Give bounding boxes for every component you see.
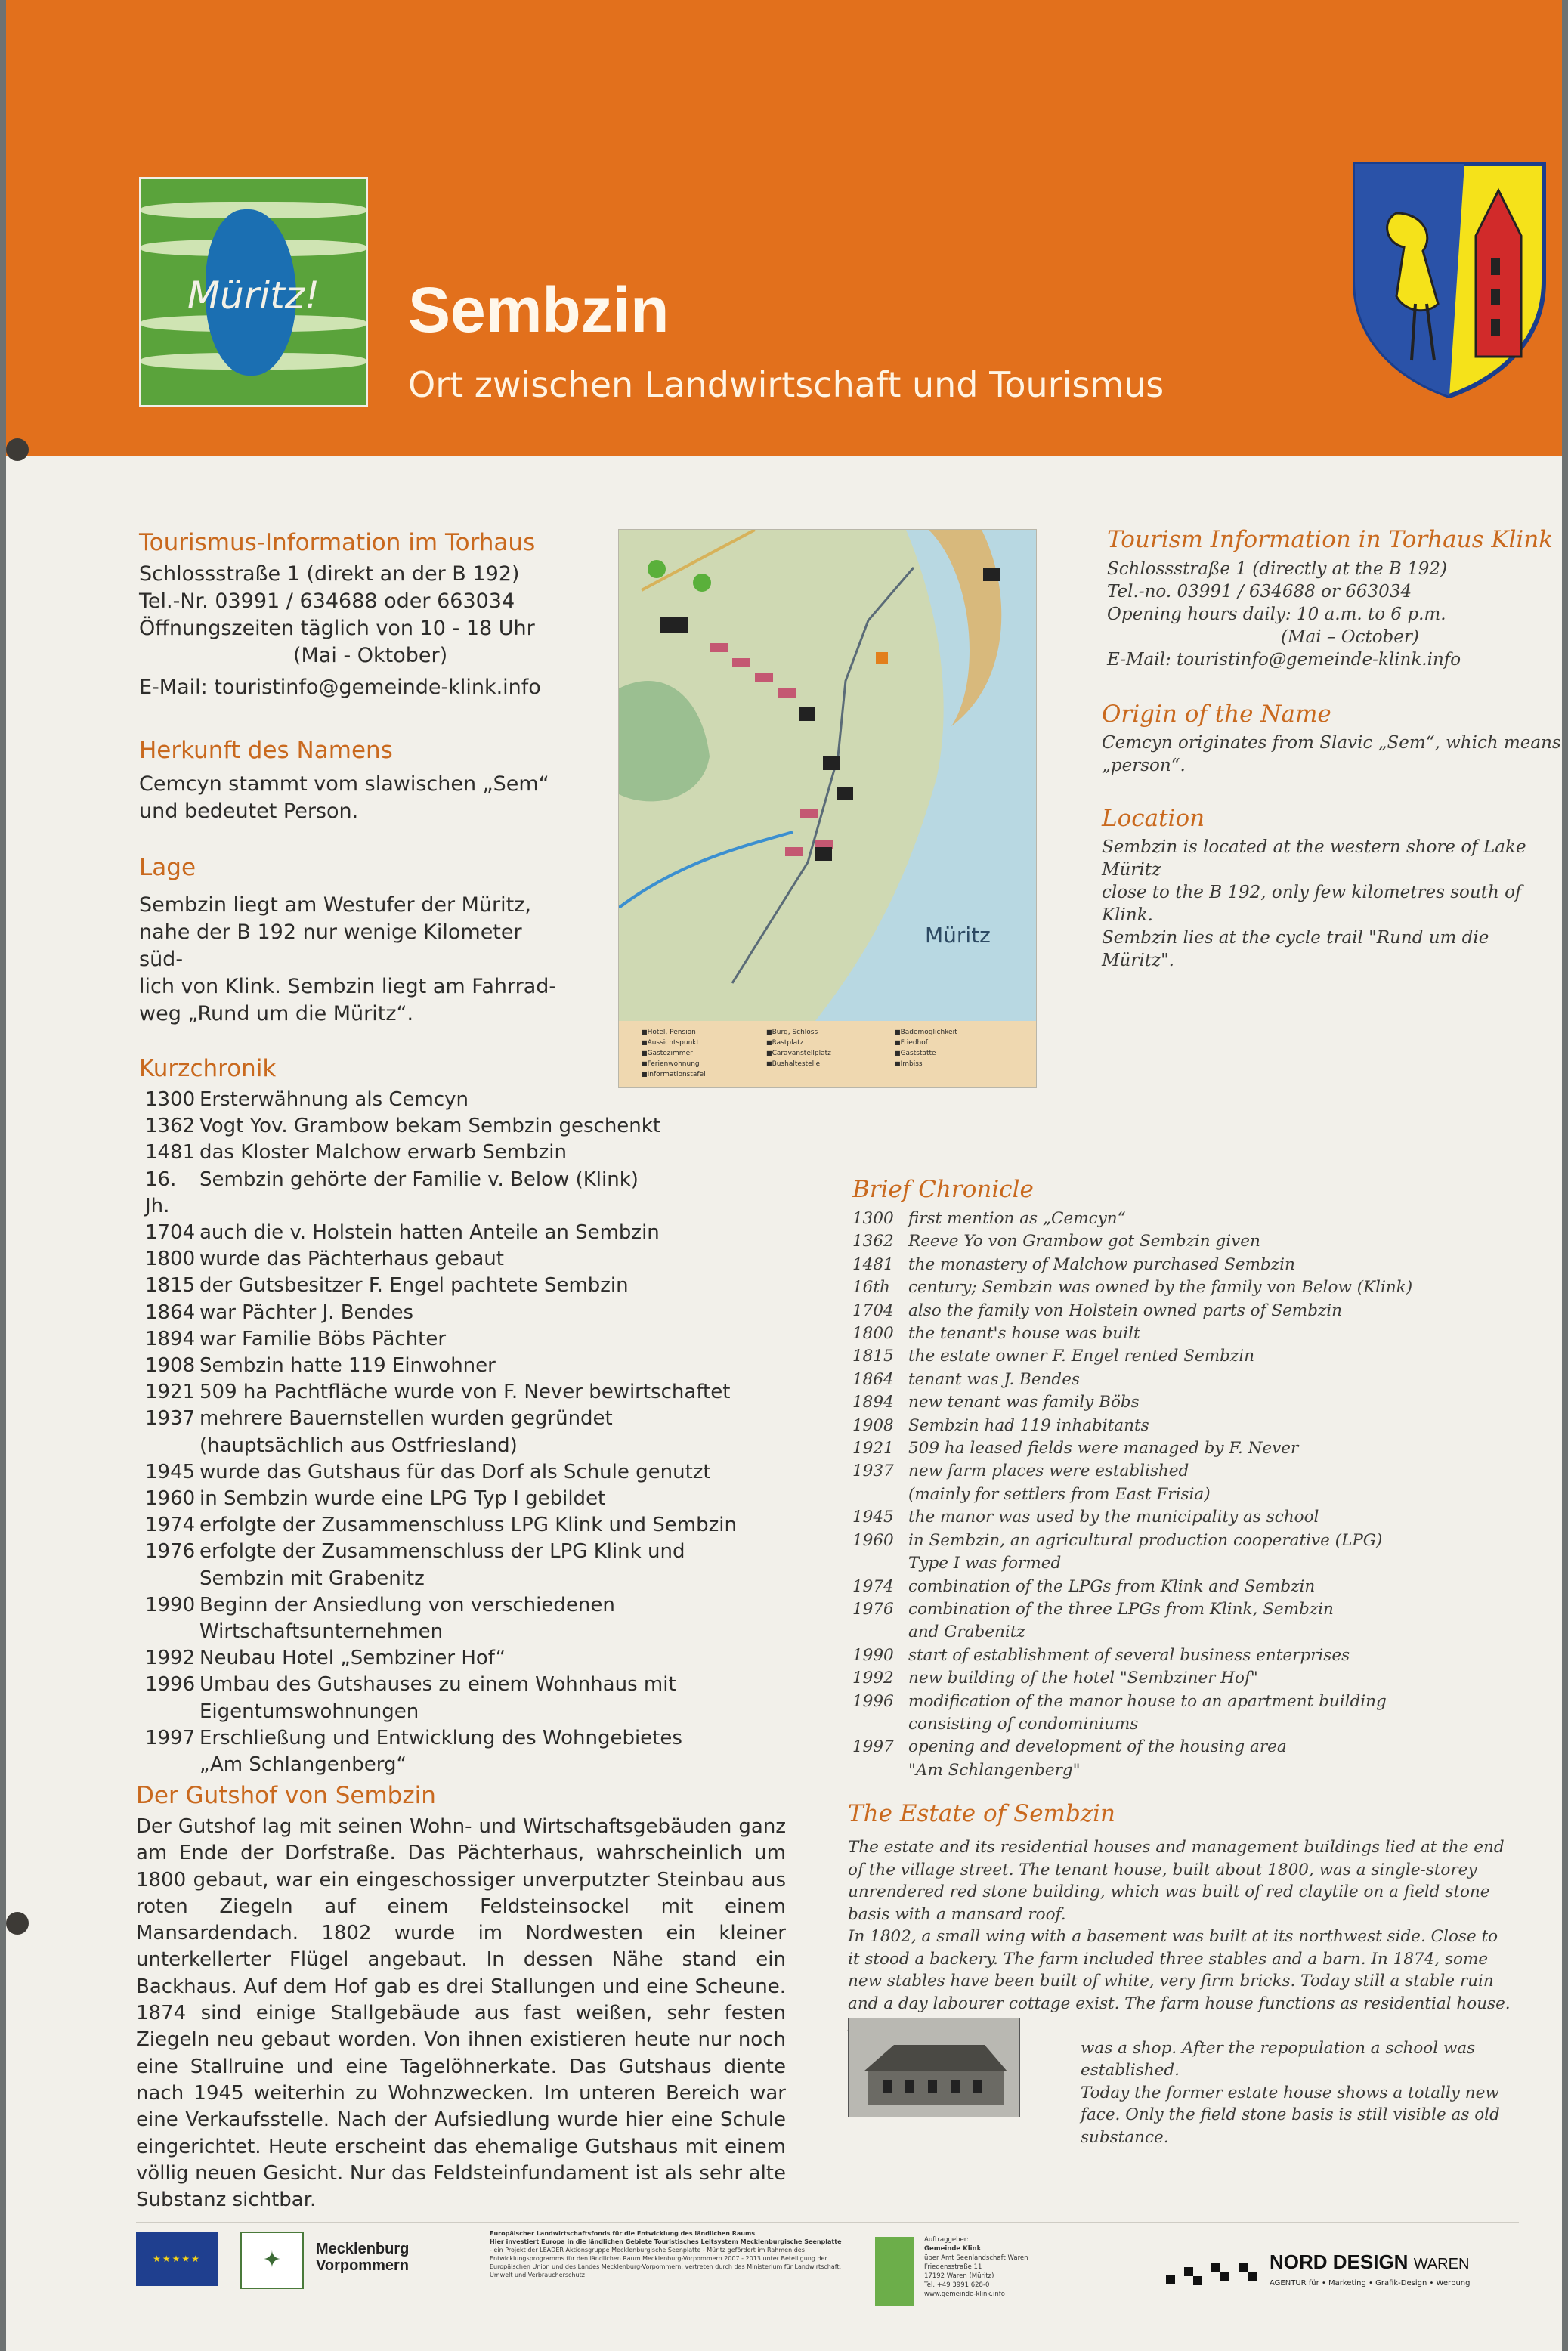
chronicle-entry [145, 1592, 737, 1619]
chronicle-year: 1990 [852, 1645, 894, 1665]
chronicle-text: der Gutsbesitzer F. Engel pachtete Sembzin [199, 1274, 629, 1298]
chronicle-entry [852, 1691, 1412, 1713]
chronicle-entry [852, 1437, 1412, 1460]
chronicle-entry [145, 1113, 737, 1140]
chronicle-text: combination of the three LPGs from Klink, Sembzin [908, 1599, 1334, 1619]
chronicle-year: 1894 [145, 1327, 196, 1350]
name-de-text: Cemcyn stammt vom slawischen „Sem“ und bedeutet Person. [139, 772, 549, 823]
chronicle-text: (hauptsächlich aus Ostfriesland) [199, 1434, 518, 1457]
chronicle-text: war Familie Böbs Pächter [199, 1327, 447, 1350]
chronicle-year: 1300 [852, 1209, 894, 1228]
chronicle-year [852, 1621, 908, 1644]
chronicle-entry [145, 1512, 737, 1539]
chronicle-entry [145, 1220, 737, 1246]
chronicle-entry [852, 1460, 1412, 1483]
chronicle-text: Type I was formed [908, 1554, 1062, 1573]
chronicle-entry [852, 1667, 1412, 1690]
chronicle-text: Reeve Yo von Grambow got Sembzin given [908, 1232, 1260, 1251]
chronicle-year: 1800 [852, 1324, 894, 1344]
footer-divider [136, 2222, 1519, 2223]
page-title: Sembzin [408, 274, 670, 345]
chronicle-year: 1362 [145, 1115, 196, 1138]
chronik-de-heading: Kurzchronik [139, 1055, 277, 1082]
chronicle-text: consisting of condominiums [908, 1714, 1139, 1734]
chronicle-entry [852, 1598, 1412, 1621]
estate-en-heading: The Estate of Sembzin [848, 1800, 1116, 1827]
chronicle-entry [852, 1530, 1412, 1552]
chronicle-text: new building of the hotel "Sembziner Hof" [908, 1669, 1258, 1688]
chronicle-text: the manor was used by the municipality as school [908, 1508, 1319, 1527]
chronicle-text: Sembzin gehörte der Familie v. Below (Klink) [199, 1168, 639, 1191]
chronicle-text: Ersterwähnung als Cemcyn [199, 1088, 469, 1111]
chronicle-year: 1960 [852, 1530, 894, 1550]
tourism-de-text: Schlossstraße 1 (direkt an der B 192) Tel.-Nr. 03991 / 634688 oder 663034 Öffnungszeiten täglich von 10 - 18 Uhr (Mai - Oktober) E-Mail: touristinfo@gemeinde-klink.info [139, 562, 541, 699]
gutshof-de-text: Der Gutshof lag mit seinen Wohn- und Wirtschaftsgebäuden ganz am Ende der Dorfstraße. Das Pächterhaus, wahrscheinlich um 1800 gebaut, war ein eingeschossiger unverputzter Steinbau aus roten Ziegeln auf einem Feldsteinsockel mit einem Mansardendach. 1802 wurde im Nordwesten ein kleiner unterkellerter Flügel angebaut. In dessen Nähe stand ein Backhaus. Auf dem Hof gab es drei Stallungen und eine Scheune. 1874 sind einige Stallgebäude aus fast weißen, sehr festen Ziegeln neu gebaut worden. Von ihnen existieren heute nur noch eine Stallruine und eine Tagelöhnerkate. Das Gutshaus diente nach 1945 weiterhin zu Wohnzwecken. Im unteren Bereich war eine Verkaufsstelle. Nach der Aufsiedlung wurde hier eine Schule eingerichtet. Heute erscheint das ehemalige Gutshaus mit einem völlig neuen Gesicht. Nur das Feldsteinfundament ist als sehr alte Substanz sichtbar. [136, 1815, 786, 2212]
chronicle-entry [852, 1415, 1412, 1437]
chronicle-year: 1996 [145, 1673, 196, 1697]
sign-board [6, 0, 1562, 2351]
chronicle-year [145, 1433, 199, 1459]
chronicle-year: 1481 [852, 1254, 894, 1274]
chronicle-entry [852, 1736, 1412, 1759]
name-en-heading: Origin of the Name [1102, 701, 1331, 728]
chronicle-year [852, 1483, 908, 1506]
page-subtitle: Ort zwischen Landwirtschaft und Tourismus [408, 364, 1164, 405]
chronicle-entry [145, 1699, 737, 1725]
chronicle-entry [145, 1539, 737, 1565]
chronicle-entry [852, 1369, 1412, 1391]
chronicle-year [145, 1699, 199, 1725]
chronicle-year: 16. Jh. [145, 1168, 177, 1217]
chronicle-year: 1976 [852, 1599, 894, 1619]
chronicle-entry [852, 1483, 1412, 1506]
manor-house-photo [848, 2018, 1020, 2117]
chronicle-entry [852, 1391, 1412, 1414]
nord-design-logo: NORD DESIGN WAREN [1270, 2250, 1470, 2273]
chronicle-text: erfolgte der Zusammenschluss der LPG Klink und [199, 1540, 685, 1564]
chronicle-entry [145, 1273, 737, 1299]
chronicle-entry [852, 1300, 1412, 1322]
name-de-heading: Herkunft des Namens [139, 737, 393, 764]
chronicle-text: Sembzin mit Grabenitz [199, 1567, 425, 1590]
chronicle-text: also the family von Holstein owned parts of Sembzin [908, 1301, 1343, 1320]
chronicle-entry [852, 1621, 1412, 1644]
village-map [618, 529, 1037, 1088]
chronicle-year [852, 1552, 908, 1575]
chronicle-text: Sembzin had 119 inhabitants [908, 1415, 1149, 1435]
chronicle-year: 1908 [852, 1415, 894, 1435]
location-en-text: Sembzin is located at the western shore of Lake Müritz close to the B 192, only few kilometres south of Klink. Sembzin lies at the cycle trail "Rund um die Müritz". [1102, 837, 1526, 970]
eu-flag-icon: ★★★★★ [136, 2232, 218, 2286]
chronicle-year: 1908 [145, 1354, 196, 1378]
chronicle-text: the estate owner F. Engel rented Sembzin [908, 1347, 1254, 1366]
map-legend [619, 1021, 1036, 1087]
chronicle-entry [145, 1486, 737, 1512]
chronicle-year: 1481 [145, 1141, 196, 1165]
legend-column: ■ Bademöglichkeit ■ Friedhof ■ Gaststätte ■ Imbiss [895, 1027, 957, 1069]
tourism-en-text: Schlossstraße 1 (directly at the B 192) Tel.-no. 03991 / 634688 or 663034 Opening hours daily: 10 a.m. to 6 p.m. (Mai – October) E-Mail: touristinfo@gemeinde-klink.info [1107, 559, 1461, 670]
chronicle-text: Sembzin hatte 119 Einwohner [199, 1354, 496, 1378]
chronicle-en-list [852, 1208, 1412, 1782]
chronicle-text: wurde das Gutshaus für das Dorf als Schule genutzt [199, 1460, 711, 1483]
chronicle-entry [852, 1644, 1412, 1667]
chronicle-year: 1990 [145, 1593, 196, 1616]
chronicle-text: the tenant's house was built [908, 1324, 1140, 1344]
chronicle-text: the monastery of Malchow purchased Sembzin [908, 1254, 1295, 1274]
chronicle-entry [145, 1459, 737, 1486]
chronicle-year: 1997 [145, 1726, 196, 1749]
lage-de-heading: Lage [139, 854, 196, 881]
gutshof-de-heading: Der Gutshof von Sembzin [136, 1782, 436, 1809]
logo-text: Müritz! [187, 274, 320, 317]
chronicle-year: 1992 [145, 1647, 196, 1670]
chronicle-text: 509 ha leased fields were managed by F. Never [908, 1439, 1299, 1459]
chronicle-text: in Sembzin, an agricultural production cooperative (LPG) [908, 1530, 1383, 1550]
chronicle-year: 1937 [145, 1407, 196, 1431]
chronicle-year: 1704 [852, 1301, 894, 1320]
chronicle-year: 1974 [145, 1514, 196, 1537]
chronicle-entry [852, 1345, 1412, 1368]
chronicle-entry [145, 1087, 737, 1113]
chronicle-entry [145, 1140, 737, 1166]
coat-of-arms-icon [1351, 160, 1548, 398]
chronicle-year [852, 1759, 908, 1782]
estate-en-text: The estate and its residential houses and management buildings lied at the end of the village street. The tenant house, built about 1800, was a single-storey unrendered red stone building, which was built of red claytile on a field stone basis with a mansard roof. In 1802, a small wing with a basement was built at its northwest side. Close to it stood a backery. The farm included three stables and a barn. In 1874, some new stables have been built of white, very firm bricks. Today still a stable ruin and a day labourer cottage exist. The farm house functions as residential house. was a shop. After the repopulation a school was established. Today the former estate house shows a totally new face. Only the field stone basis is still visible as old substance. [848, 1838, 1511, 2147]
chronicle-text: das Kloster Malchow erwarb Sembzin [199, 1141, 567, 1165]
nord-design-tagline: AGENTUR für • Marketing • Grafik-Design • Werbung [1270, 2279, 1471, 2288]
chronicle-text: mehrere Bauernstellen wurden gegründet [199, 1407, 613, 1431]
chronicle-entry [852, 1506, 1412, 1529]
chronicle-year: 1992 [852, 1669, 894, 1688]
chronicle-entry [145, 1353, 737, 1379]
chronicle-entry [852, 1208, 1412, 1230]
chronicle-year: 1997 [852, 1737, 894, 1757]
chronicle-text: erfolgte der Zusammenschluss LPG Klink und Sembzin [199, 1514, 737, 1537]
chronicle-text: Vogt Yov. Grambow bekam Sembzin geschenkt [199, 1115, 661, 1138]
tourism-de-heading: Tourismus-Information im Torhaus [139, 529, 536, 556]
chronicle-entry [852, 1759, 1412, 1782]
funding-notice: Europäischer Landwirtschaftsfonds für die Entwicklung des ländlichen Raums Hier investiert Europa in die ländlichen Gebiete Touristisches Leitsystem Mecklenburgische Seenplatte - ein Projekt der LEADER Aktionsgruppe Mecklenburgische Seenplatte - Müritz gefördert im Rahmen des Entwicklungsprogramms für den ländlichen Raum Mecklenburg-Vorpommern 2007 - 2013 unter Beteiligung der Europäischen Union und des Landes Mecklenburg-Vorpommern, vertreten durch das Ministerium für Landwirtschaft, Umwelt und Verbraucherschutz [490, 2230, 842, 2278]
chronicle-year: 1974 [852, 1576, 894, 1596]
chronicle-text: Beginn der Ansiedlung von verschiedenen [199, 1593, 615, 1616]
chronicle-text: new farm places were established [908, 1462, 1189, 1481]
klink-logo-icon [875, 2237, 914, 2306]
chronicle-year: 1996 [852, 1691, 894, 1711]
lake-label: Müritz [925, 923, 991, 948]
chronicle-entry [852, 1576, 1412, 1598]
chronicle-text: Erschließung und Entwicklung des Wohngebietes [199, 1726, 682, 1749]
chronicle-year [145, 1752, 199, 1778]
chronicle-text: tenant was J. Bendes [908, 1369, 1080, 1389]
chronicle-year: 16th [852, 1278, 890, 1298]
chronicle-text: in Sembzin wurde eine LPG Typ I gebildet [199, 1487, 606, 1511]
mecklenburg-vorpommern-logo: Mecklenburg Vorpommern [316, 2241, 410, 2274]
chronicle-en-heading: Brief Chronicle [852, 1176, 1034, 1203]
chronicle-text: first mention as „Cemcyn“ [908, 1209, 1126, 1228]
chronicle-year [852, 1713, 908, 1736]
chronicle-year: 1864 [852, 1369, 894, 1389]
chronicle-entry [145, 1566, 737, 1592]
chronicle-entry [145, 1406, 737, 1432]
screw-icon [6, 1912, 29, 1935]
chronicle-year: 1894 [852, 1393, 894, 1412]
chronicle-year: 1800 [145, 1248, 196, 1271]
leader-logo-icon: ✦ [240, 2232, 304, 2289]
chronicle-year: 1815 [852, 1347, 894, 1366]
chronicle-year [145, 1619, 199, 1645]
chronicle-text: opening and development of the housing area [908, 1737, 1287, 1757]
chronicle-year: 1937 [852, 1462, 894, 1481]
chronicle-text: (mainly for settlers from East Frisia) [908, 1484, 1211, 1504]
chronicle-entry [852, 1322, 1412, 1345]
location-en-heading: Location [1102, 805, 1205, 832]
tourism-en-heading: Tourism Information in Torhaus Klink [1107, 526, 1554, 553]
chronicle-text: war Pächter J. Bendes [199, 1301, 414, 1324]
chronicle-entry [852, 1254, 1412, 1276]
chronicle-text: "Am Schlangenberg" [908, 1760, 1081, 1780]
lage-de-text: Sembzin liegt am Westufer der Müritz, nahe der B 192 nur wenige Kilometer süd- lich von Klink. Sembzin liegt am Fahrrad- weg „Rund um die Müritz“. [139, 893, 557, 1025]
chronicle-entry [145, 1433, 737, 1459]
chronicle-entry [145, 1246, 737, 1273]
chronicle-entry [145, 1379, 737, 1406]
chronicle-text: and Grabenitz [908, 1622, 1025, 1642]
chronicle-text: combination of the LPGs from Klink and Sembzin [908, 1576, 1316, 1596]
chronicle-text: wurde das Pächterhaus gebaut [199, 1248, 504, 1271]
chronicle-text: Eigentumswohnungen [199, 1700, 419, 1723]
chronicle-year: 1704 [145, 1221, 196, 1245]
chronicle-year: 1864 [145, 1301, 196, 1324]
chronicle-entry [145, 1752, 737, 1778]
chronicle-entry [145, 1725, 737, 1752]
chronik-de-list [145, 1087, 737, 1778]
chronicle-text: start of establishment of several business enterprises [908, 1645, 1350, 1665]
chronicle-text: new tenant was family Böbs [908, 1393, 1140, 1412]
chronicle-entry [852, 1552, 1412, 1575]
legend-column: ■ Burg, Schloss ■ Rastplatz ■ Caravanstellplatz ■ Bushaltestelle [766, 1027, 831, 1069]
chronicle-entry [145, 1645, 737, 1672]
chronicle-year: 1815 [145, 1274, 196, 1298]
chronicle-entry [145, 1672, 737, 1698]
chronicle-entry [852, 1713, 1412, 1736]
chronicle-year: 1921 [145, 1381, 196, 1404]
chronicle-text: modification of the manor house to an apartment building [908, 1691, 1387, 1711]
chronicle-entry [145, 1619, 737, 1645]
chronicle-entry [145, 1167, 737, 1220]
chronicle-year: 1960 [145, 1487, 196, 1511]
chronicle-text: 509 ha Pachtfläche wurde von F. Never bewirtschaftet [199, 1381, 731, 1404]
chronicle-entry [852, 1276, 1412, 1299]
chronicle-year: 1921 [852, 1439, 894, 1459]
chronicle-year: 1976 [145, 1540, 196, 1564]
chronicle-year: 1300 [145, 1088, 196, 1111]
chronicle-text: Neubau Hotel „Sembziner Hof“ [199, 1647, 506, 1670]
chronicle-entry [145, 1326, 737, 1353]
chronicle-entry [145, 1300, 737, 1326]
client-address: Auftraggeber: Gemeinde Klink über Amt Seenlandschaft Waren Friedensstraße 11 17192 Waren (Müritz) Tel. +49 3991 628-0 www.gemeinde-klink.info [924, 2236, 1028, 2298]
chronicle-text: Umbau des Gutshauses zu einem Wohnhaus mit [199, 1673, 676, 1697]
chronicle-text: century; Sembzin was owned by the family von Below (Klink) [908, 1278, 1413, 1298]
legend-column: ■ Hotel, Pension ■ Aussichtspunkt ■ Gästezimmer ■ Ferienwohnung ■ Informationstafel [642, 1027, 706, 1080]
chronicle-text: auch die v. Holstein hatten Anteile an Sembzin [199, 1221, 660, 1245]
header-banner [6, 0, 1562, 456]
chronicle-text: Wirtschaftsunternehmen [199, 1620, 444, 1644]
chronicle-year [145, 1566, 199, 1592]
name-en-text: Cemcyn originates from Slavic „Sem“, which means „person“. [1102, 733, 1561, 775]
chronicle-entry [852, 1230, 1412, 1253]
chronicle-text: „Am Schlangenberg“ [199, 1753, 407, 1777]
chronicle-year: 1945 [852, 1508, 894, 1527]
chronicle-year: 1945 [145, 1460, 196, 1483]
chronicle-year: 1362 [852, 1232, 894, 1251]
screw-icon [6, 438, 29, 461]
nord-design-checker-icon [1166, 2260, 1257, 2290]
muritz-logo [139, 177, 368, 407]
